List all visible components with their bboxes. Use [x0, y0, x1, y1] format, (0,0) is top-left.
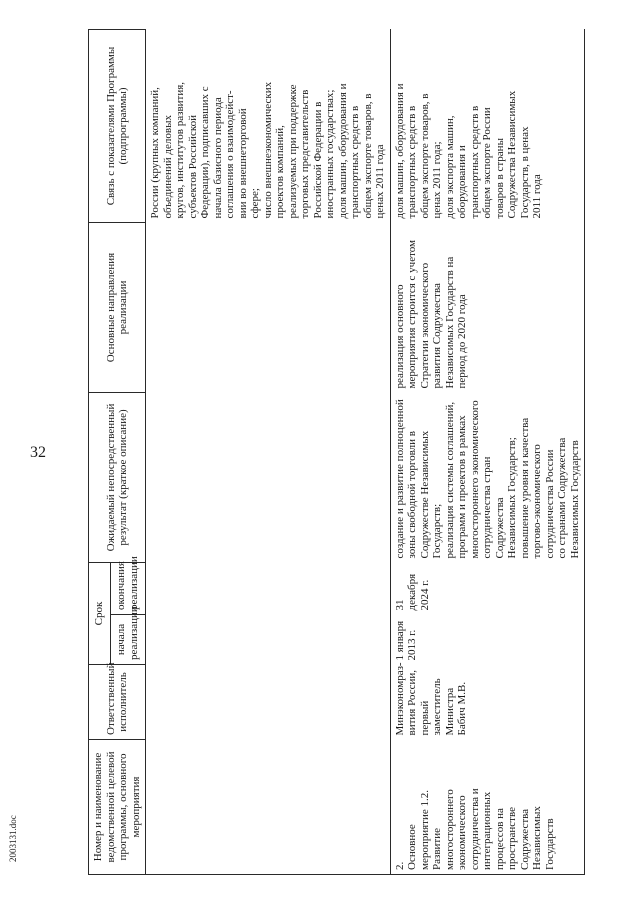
row2-directions-cell: реализация основного мероприятия строится с учетом Стратегии экономического развития Содружества Независимых Государств на период до 2020 года — [390, 223, 585, 393]
program-table — [88, 29, 585, 875]
header-link: Связь с показателями Программы (подпрограммы) — [89, 30, 146, 223]
footer-file-code: 2003131.doc — [8, 815, 18, 862]
row2-term-end-cell: 31 декабря 2024 г. — [390, 563, 585, 615]
header-term-start: начала реализации — [110, 615, 145, 665]
header-result: Ожидаемый непосредственный результат (краткое описание) — [89, 393, 146, 563]
continuation-row — [146, 30, 391, 875]
row2-name-cell: 2.Основное мероприятие 1.2. Развитие многостороннего экономического сотрудничества и интеграционных процессов на пространстве Содружества Независимых Государств — [390, 740, 585, 875]
header-responsible: Ответственный исполнитель — [89, 665, 146, 740]
row2-responsible-cell: Минэкономраз- вития России, первый заместитель Министра Бабич М.В. — [390, 665, 585, 740]
header-term-end: окончания реализации — [110, 563, 145, 615]
header-name: Номер и наименование ведомственной целевой программы, основного мероприятия — [89, 740, 146, 875]
header-term: Срок — [89, 563, 111, 665]
table-row — [390, 30, 585, 875]
header-row — [89, 30, 111, 875]
header-directions: Основные направления реализации — [89, 223, 146, 393]
row2-term-start-cell: 1 января 2013 г. — [390, 615, 585, 665]
row2-link-cell: доля машин, оборудования и транспортных средств в общем экспорте товаров, в ценах 2011 года; доля экспорта машин, оборудования и транспортных средств в общем экспорте России товаров в страны Содружества Независимых Государств, в ценах 2011 года — [390, 30, 585, 223]
page-number: 32 — [30, 444, 46, 461]
rotated-table-container — [88, 30, 581, 875]
continuation-link-cell: России (крупных компаний, объединений деловых кругов, институтов развития, субъектов Российской Федерации), подписавших с начала базисного периода соглашения о взаимодейст- вии во внешнеторговой сфере; число внешнеэкономических проектов компаний, реализуемых при поддержке торговых представительств Российской Федерации в иностранных государствах; доля машин, оборудования и транспортных средств в общем экспорте товаров, в ценах 2011 года — [146, 30, 391, 223]
row2-result-cell: создание и развитие полноценной зоны свободной торговли в Содружестве Независимых Государств; реализация системы соглашений, программ и проектов в рамках многостороннего экономического сотрудничества стран Содружества Независимых Государств; повышение уровня и качества торгово-экономического сотрудничества России со странами Содружества Независимых Государств — [390, 393, 585, 563]
